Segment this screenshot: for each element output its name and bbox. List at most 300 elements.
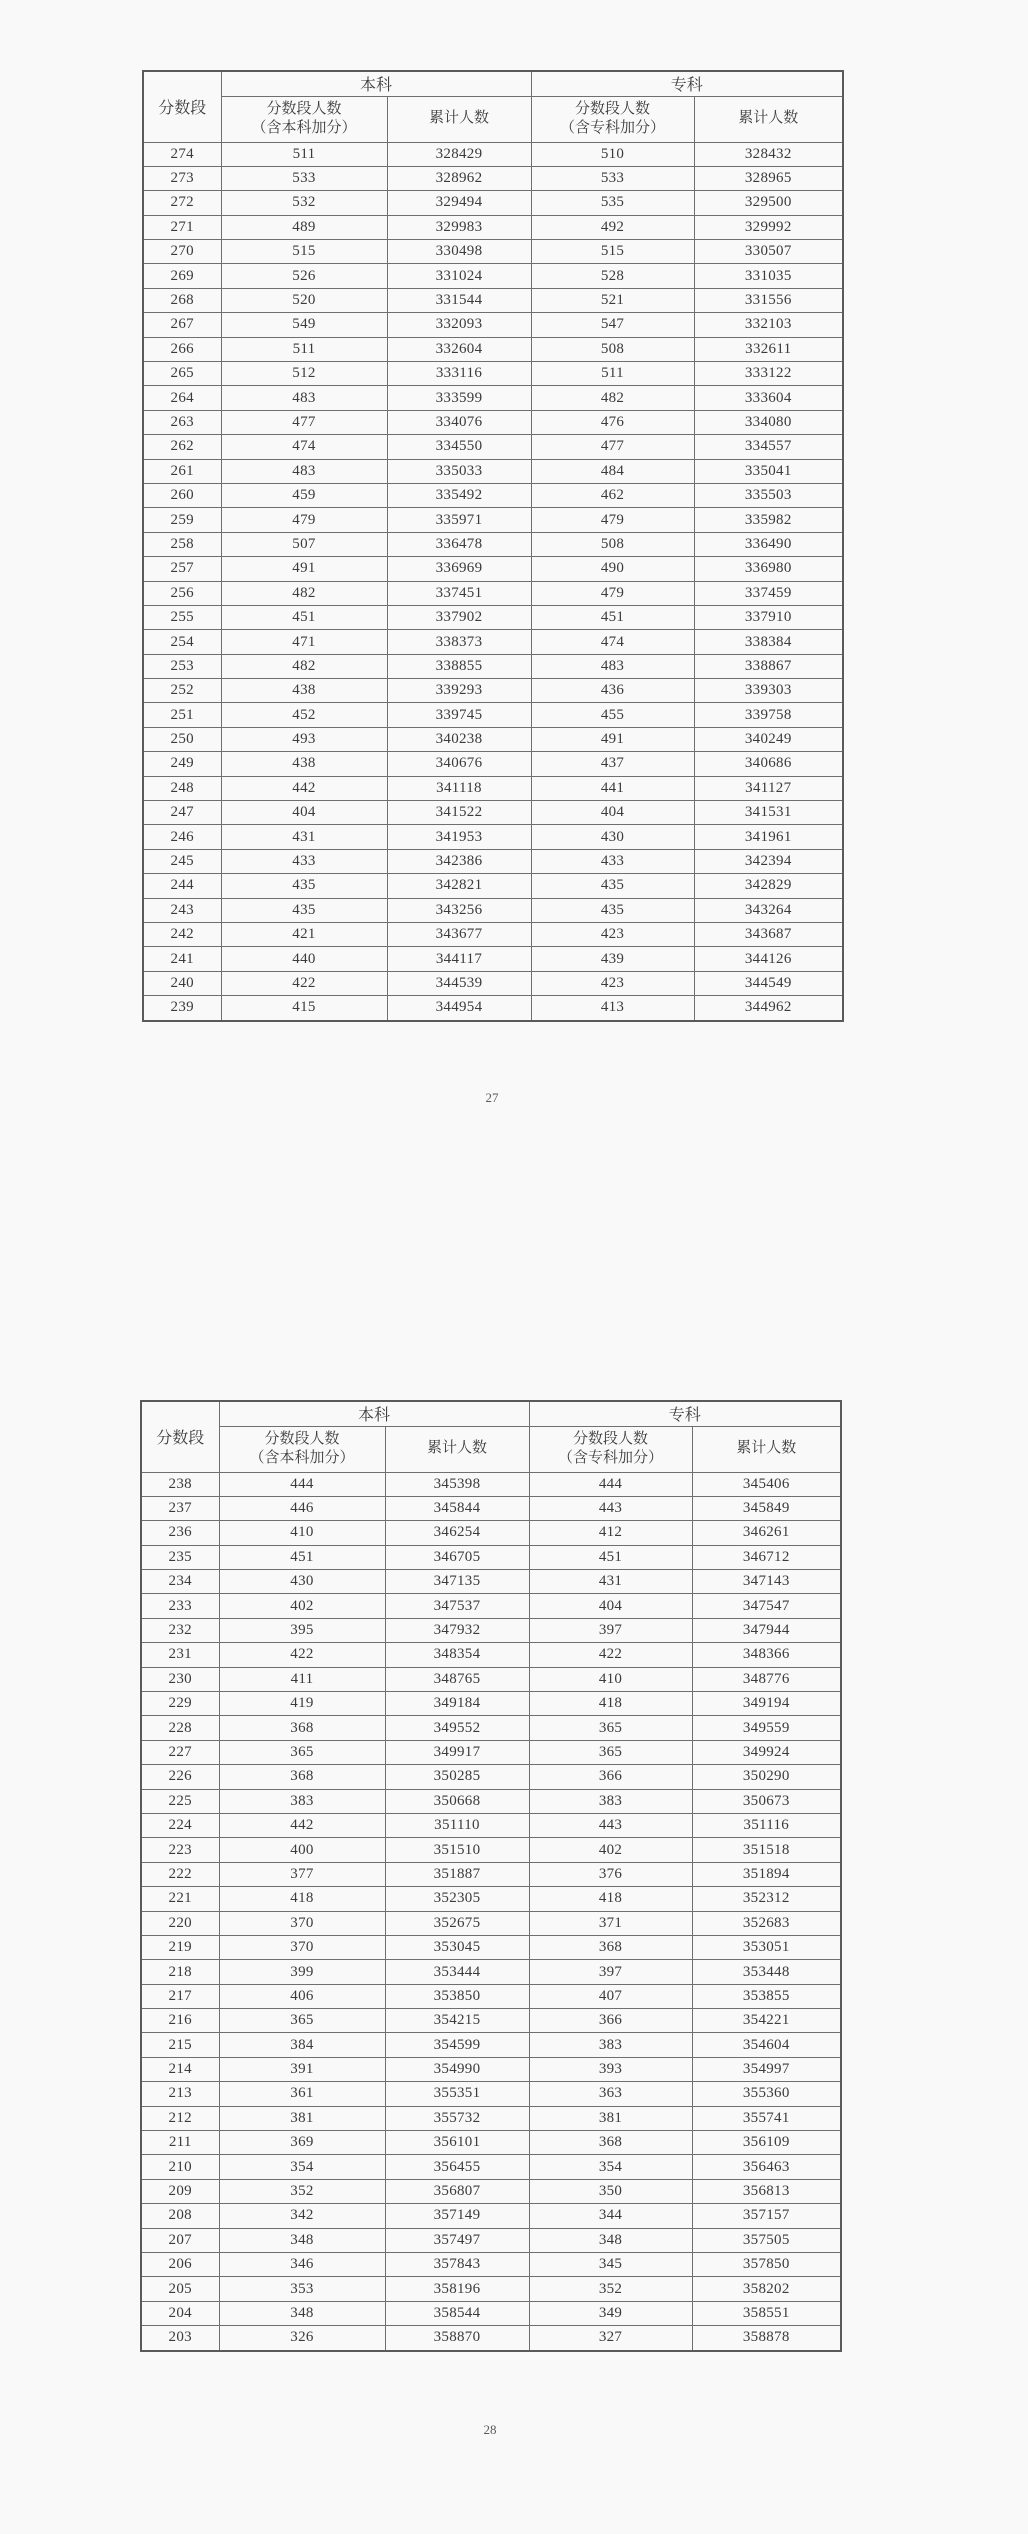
header-college-segment-count — [531, 96, 694, 142]
table-cell: 521 — [531, 288, 694, 312]
table-cell: 265 — [143, 362, 221, 386]
table-row — [143, 410, 843, 434]
table-cell: 356463 — [692, 2155, 841, 2179]
header-college-segment-count-line2: （含专科加分） — [558, 1450, 664, 1466]
header-ug-segment-count-line1: 分数段人数 — [264, 1430, 340, 1447]
table-header — [143, 71, 843, 142]
table-row — [143, 971, 843, 995]
table-cell: 346254 — [385, 1521, 529, 1545]
table-cell: 357497 — [385, 2228, 529, 2252]
table-cell: 248 — [143, 776, 221, 800]
table-cell: 444 — [529, 1472, 692, 1496]
header-college-cumulative-count: 累计人数 — [692, 1426, 841, 1472]
table-cell: 354990 — [385, 2057, 529, 2081]
table-cell: 343687 — [694, 923, 843, 947]
table-cell: 431 — [221, 825, 387, 849]
table-cell: 455 — [531, 703, 694, 727]
table-cell: 342394 — [694, 849, 843, 873]
table-header — [141, 1401, 841, 1472]
table-cell: 343677 — [387, 923, 531, 947]
table-cell: 261 — [143, 459, 221, 483]
table-cell: 340686 — [694, 752, 843, 776]
table-cell: 341522 — [387, 801, 531, 825]
table-cell: 240 — [143, 971, 221, 995]
table-cell: 492 — [531, 215, 694, 239]
header-undergraduate-group: 本科 — [219, 1401, 529, 1426]
table-cell: 267 — [143, 313, 221, 337]
table-cell: 349552 — [385, 1716, 529, 1740]
table-cell: 351887 — [385, 1862, 529, 1886]
table-cell: 358544 — [385, 2301, 529, 2325]
table-cell: 493 — [221, 727, 387, 751]
table-cell: 353444 — [385, 1960, 529, 1984]
table-cell: 384 — [219, 2033, 385, 2057]
table-cell: 451 — [219, 1545, 385, 1569]
table-cell: 352683 — [692, 1911, 841, 1935]
table-cell: 344549 — [694, 971, 843, 995]
table-cell: 235 — [141, 1545, 219, 1569]
table-cell: 526 — [221, 264, 387, 288]
table-cell: 245 — [143, 849, 221, 873]
table-cell: 221 — [141, 1887, 219, 1911]
table-cell: 229 — [141, 1692, 219, 1716]
table-cell: 435 — [531, 898, 694, 922]
table-cell: 441 — [531, 776, 694, 800]
table-cell: 381 — [529, 2106, 692, 2130]
table-cell: 407 — [529, 1984, 692, 2008]
table-cell: 433 — [221, 849, 387, 873]
table-row — [143, 362, 843, 386]
table-cell: 404 — [221, 801, 387, 825]
table-cell: 233 — [141, 1594, 219, 1618]
table-cell: 368 — [219, 1716, 385, 1740]
table-cell: 349924 — [692, 1740, 841, 1764]
table-cell: 395 — [219, 1618, 385, 1642]
table-cell: 352305 — [385, 1887, 529, 1911]
table-row — [143, 386, 843, 410]
table-cell: 357850 — [692, 2253, 841, 2277]
table-cell: 338384 — [694, 630, 843, 654]
table-cell: 431 — [529, 1570, 692, 1594]
table-cell: 205 — [141, 2277, 219, 2301]
table-row — [143, 703, 843, 727]
table-cell: 482 — [221, 654, 387, 678]
header-ug-segment-count-line1: 分数段人数 — [266, 100, 342, 117]
table-cell: 368 — [529, 1935, 692, 1959]
table-cell: 354599 — [385, 2033, 529, 2057]
table-cell: 336969 — [387, 557, 531, 581]
table-cell: 483 — [531, 654, 694, 678]
table-cell: 348765 — [385, 1667, 529, 1691]
table-row — [141, 2033, 841, 2057]
table-cell: 365 — [219, 1740, 385, 1764]
table-cell: 354215 — [385, 2009, 529, 2033]
table-cell: 219 — [141, 1935, 219, 1959]
table-row — [143, 898, 843, 922]
table-cell: 474 — [221, 435, 387, 459]
table-cell: 343256 — [387, 898, 531, 922]
table-cell: 271 — [143, 215, 221, 239]
table-cell: 249 — [143, 752, 221, 776]
table-cell: 250 — [143, 727, 221, 751]
table-cell: 335492 — [387, 483, 531, 507]
table-cell: 348 — [529, 2228, 692, 2252]
table-row — [141, 2155, 841, 2179]
table-row — [141, 2301, 841, 2325]
table-cell: 451 — [221, 605, 387, 629]
table-row — [141, 1813, 841, 1837]
table-cell: 211 — [141, 2131, 219, 2155]
table-row — [143, 435, 843, 459]
table-row — [141, 1765, 841, 1789]
table-cell: 507 — [221, 532, 387, 556]
table-cell: 357843 — [385, 2253, 529, 2277]
table-cell: 339758 — [694, 703, 843, 727]
table-cell: 482 — [531, 386, 694, 410]
header-college-segment-count-line2: （含专科加分） — [560, 120, 666, 136]
table-cell: 354221 — [692, 2009, 841, 2033]
table-row — [143, 215, 843, 239]
table-cell: 341953 — [387, 825, 531, 849]
table-cell: 213 — [141, 2082, 219, 2106]
table-cell: 342821 — [387, 874, 531, 898]
table-cell: 328962 — [387, 166, 531, 190]
table-row — [141, 1838, 841, 1862]
table-row — [143, 459, 843, 483]
table-row — [141, 1570, 841, 1594]
table-cell: 336478 — [387, 532, 531, 556]
table-cell: 344117 — [387, 947, 531, 971]
table-cell: 348776 — [692, 1667, 841, 1691]
table-cell: 511 — [221, 337, 387, 361]
table-cell: 442 — [221, 776, 387, 800]
table-cell: 423 — [531, 971, 694, 995]
table-cell: 397 — [529, 1618, 692, 1642]
table-row — [141, 1862, 841, 1886]
table-cell: 341127 — [694, 776, 843, 800]
table-cell: 342829 — [694, 874, 843, 898]
table-cell: 215 — [141, 2033, 219, 2057]
table-cell: 413 — [531, 996, 694, 1021]
table-row — [141, 1594, 841, 1618]
table-row — [141, 2057, 841, 2081]
table-row — [143, 557, 843, 581]
table-row — [143, 874, 843, 898]
table-cell: 365 — [529, 1740, 692, 1764]
table-row — [141, 1716, 841, 1740]
table-cell: 255 — [143, 605, 221, 629]
table-cell: 370 — [219, 1911, 385, 1935]
table-row — [143, 191, 843, 215]
table-cell: 355741 — [692, 2106, 841, 2130]
header-ug-segment-count-line2: （含本科加分） — [251, 120, 357, 136]
table-cell: 342386 — [387, 849, 531, 873]
table-cell: 433 — [531, 849, 694, 873]
table-cell: 452 — [221, 703, 387, 727]
table-cell: 333116 — [387, 362, 531, 386]
table-cell: 355351 — [385, 2082, 529, 2106]
table-cell: 339303 — [694, 679, 843, 703]
table-cell: 358196 — [385, 2277, 529, 2301]
table-cell: 346712 — [692, 1545, 841, 1569]
table-cell: 338855 — [387, 654, 531, 678]
table-cell: 347537 — [385, 1594, 529, 1618]
table-row — [143, 801, 843, 825]
table-cell: 246 — [143, 825, 221, 849]
table-cell: 477 — [531, 435, 694, 459]
table-cell: 335982 — [694, 508, 843, 532]
table-cell: 365 — [219, 2009, 385, 2033]
table-row — [141, 1521, 841, 1545]
table-cell: 212 — [141, 2106, 219, 2130]
table-cell: 412 — [529, 1521, 692, 1545]
table-cell: 370 — [219, 1935, 385, 1959]
table-cell: 230 — [141, 1667, 219, 1691]
table-row — [143, 776, 843, 800]
table-cell: 330498 — [387, 240, 531, 264]
table-cell: 214 — [141, 2057, 219, 2081]
table-row — [141, 1667, 841, 1691]
table-cell: 430 — [531, 825, 694, 849]
table-row — [141, 1911, 841, 1935]
table-cell: 356109 — [692, 2131, 841, 2155]
table-cell: 356807 — [385, 2179, 529, 2203]
table-row — [143, 923, 843, 947]
table-cell: 225 — [141, 1789, 219, 1813]
table-row — [141, 1618, 841, 1642]
table-cell: 356813 — [692, 2179, 841, 2203]
table-cell: 237 — [141, 1496, 219, 1520]
table-cell: 352 — [529, 2277, 692, 2301]
table-cell: 476 — [531, 410, 694, 434]
table-cell: 490 — [531, 557, 694, 581]
table-row — [141, 2253, 841, 2277]
table-cell: 333599 — [387, 386, 531, 410]
table-cell: 369 — [219, 2131, 385, 2155]
table-row — [141, 1984, 841, 2008]
table-cell: 260 — [143, 483, 221, 507]
table-cell: 210 — [141, 2155, 219, 2179]
table-cell: 351510 — [385, 1838, 529, 1862]
table-cell: 547 — [531, 313, 694, 337]
table-row — [143, 849, 843, 873]
header-college-segment-count-line1: 分数段人数 — [573, 1430, 649, 1447]
table-cell: 533 — [221, 166, 387, 190]
table-cell: 383 — [219, 1789, 385, 1813]
table-cell: 383 — [529, 2033, 692, 2057]
table-cell: 399 — [219, 1960, 385, 1984]
table-cell: 532 — [221, 191, 387, 215]
table-cell: 435 — [221, 898, 387, 922]
table-cell: 344954 — [387, 996, 531, 1021]
table-cell: 353051 — [692, 1935, 841, 1959]
table-cell: 356101 — [385, 2131, 529, 2155]
table-cell: 222 — [141, 1862, 219, 1886]
table-cell: 418 — [219, 1887, 385, 1911]
table-row — [143, 313, 843, 337]
table-row — [141, 1472, 841, 1496]
table-row — [141, 2179, 841, 2203]
table-cell: 349 — [529, 2301, 692, 2325]
table-cell: 217 — [141, 1984, 219, 2008]
table-cell: 439 — [531, 947, 694, 971]
table-cell: 440 — [221, 947, 387, 971]
table-row — [141, 1887, 841, 1911]
table-cell: 410 — [529, 1667, 692, 1691]
table-row — [143, 288, 843, 312]
table-cell: 270 — [143, 240, 221, 264]
table-cell: 262 — [143, 435, 221, 459]
table-row — [141, 2228, 841, 2252]
table-cell: 257 — [143, 557, 221, 581]
table-cell: 368 — [529, 2131, 692, 2155]
table-cell: 236 — [141, 1521, 219, 1545]
table-cell: 349184 — [385, 1692, 529, 1716]
table-cell: 243 — [143, 898, 221, 922]
table-cell: 354604 — [692, 2033, 841, 2057]
table-cell: 418 — [529, 1887, 692, 1911]
table-cell: 357149 — [385, 2204, 529, 2228]
table-cell: 336490 — [694, 532, 843, 556]
table-cell: 224 — [141, 1813, 219, 1837]
table-cell: 520 — [221, 288, 387, 312]
table-cell: 274 — [143, 142, 221, 166]
table-cell: 338373 — [387, 630, 531, 654]
table-cell: 406 — [219, 1984, 385, 2008]
table-cell: 393 — [529, 2057, 692, 2081]
table-row — [143, 630, 843, 654]
table-row — [143, 825, 843, 849]
table-cell: 351116 — [692, 1813, 841, 1837]
table-cell: 337451 — [387, 581, 531, 605]
header-score-segment: 分数段 — [143, 71, 221, 142]
table-cell: 272 — [143, 191, 221, 215]
table-cell: 334076 — [387, 410, 531, 434]
header-college-cumulative-count: 累计人数 — [694, 96, 843, 142]
table-cell: 421 — [221, 923, 387, 947]
table-cell: 353 — [219, 2277, 385, 2301]
header-college-group: 专科 — [531, 71, 843, 96]
table-row — [141, 2277, 841, 2301]
score-distribution-table-page-28 — [140, 1400, 842, 2352]
page-number-28: 28 — [483, 2422, 497, 2437]
header-college-group: 专科 — [529, 1401, 841, 1426]
table-cell: 446 — [219, 1496, 385, 1520]
table-cell: 471 — [221, 630, 387, 654]
table-cell: 232 — [141, 1618, 219, 1642]
table-cell: 422 — [221, 971, 387, 995]
table-cell: 268 — [143, 288, 221, 312]
header-ug-cumulative-count: 累计人数 — [385, 1426, 529, 1472]
table-cell: 327 — [529, 2326, 692, 2351]
table-cell: 341961 — [694, 825, 843, 849]
table-cell: 402 — [529, 1838, 692, 1862]
table-cell: 400 — [219, 1838, 385, 1862]
table-row — [143, 337, 843, 361]
table-cell: 339745 — [387, 703, 531, 727]
table-cell: 423 — [531, 923, 694, 947]
table-row — [141, 1643, 841, 1667]
table-row — [143, 166, 843, 190]
table-cell: 335971 — [387, 508, 531, 532]
table-cell: 422 — [219, 1643, 385, 1667]
table-cell: 528 — [531, 264, 694, 288]
table-row — [143, 996, 843, 1021]
table-cell: 203 — [141, 2326, 219, 2351]
table-cell: 419 — [219, 1692, 385, 1716]
table-cell: 356455 — [385, 2155, 529, 2179]
table-cell: 371 — [529, 1911, 692, 1935]
table-cell: 332103 — [694, 313, 843, 337]
table-cell: 352 — [219, 2179, 385, 2203]
table-cell: 352312 — [692, 1887, 841, 1911]
table-cell: 376 — [529, 1862, 692, 1886]
table-row — [143, 508, 843, 532]
table-cell: 264 — [143, 386, 221, 410]
table-cell: 353045 — [385, 1935, 529, 1959]
table-cell: 346261 — [692, 1521, 841, 1545]
table-cell: 226 — [141, 1765, 219, 1789]
table-cell: 459 — [221, 483, 387, 507]
table-cell: 443 — [529, 1813, 692, 1837]
header-undergraduate-group: 本科 — [221, 71, 531, 96]
table-cell: 350 — [529, 2179, 692, 2203]
table-cell: 491 — [221, 557, 387, 581]
table-row — [141, 2082, 841, 2106]
table-cell: 258 — [143, 532, 221, 556]
table-cell: 239 — [143, 996, 221, 1021]
table-cell: 256 — [143, 581, 221, 605]
table-row — [141, 2106, 841, 2130]
table-cell: 354 — [219, 2155, 385, 2179]
table-cell: 357505 — [692, 2228, 841, 2252]
table-cell: 334080 — [694, 410, 843, 434]
table-cell: 438 — [221, 679, 387, 703]
table-row — [141, 1740, 841, 1764]
header-ug-segment-count-line2: （含本科加分） — [249, 1450, 355, 1466]
table-row — [141, 1496, 841, 1520]
table-cell: 334550 — [387, 435, 531, 459]
table-cell: 333122 — [694, 362, 843, 386]
table-cell: 345 — [529, 2253, 692, 2277]
table-cell: 358870 — [385, 2326, 529, 2351]
table-cell: 444 — [219, 1472, 385, 1496]
table-row — [143, 264, 843, 288]
table-cell: 358551 — [692, 2301, 841, 2325]
table-cell: 508 — [531, 337, 694, 361]
table-cell: 350668 — [385, 1789, 529, 1813]
table-cell: 216 — [141, 2009, 219, 2033]
table-cell: 483 — [221, 459, 387, 483]
table-row — [141, 2204, 841, 2228]
table-cell: 209 — [141, 2179, 219, 2203]
table-cell: 361 — [219, 2082, 385, 2106]
table-cell: 244 — [143, 874, 221, 898]
table-cell: 347547 — [692, 1594, 841, 1618]
table-cell: 397 — [529, 1960, 692, 1984]
table-cell: 348354 — [385, 1643, 529, 1667]
table-cell: 234 — [141, 1570, 219, 1594]
table-row — [143, 727, 843, 751]
table-cell: 341531 — [694, 801, 843, 825]
table-cell: 451 — [529, 1545, 692, 1569]
table-cell: 430 — [219, 1570, 385, 1594]
table-row — [141, 1960, 841, 1984]
table-cell: 335503 — [694, 483, 843, 507]
table-cell: 346 — [219, 2253, 385, 2277]
table-cell: 535 — [531, 191, 694, 215]
table-cell: 353448 — [692, 1960, 841, 1984]
